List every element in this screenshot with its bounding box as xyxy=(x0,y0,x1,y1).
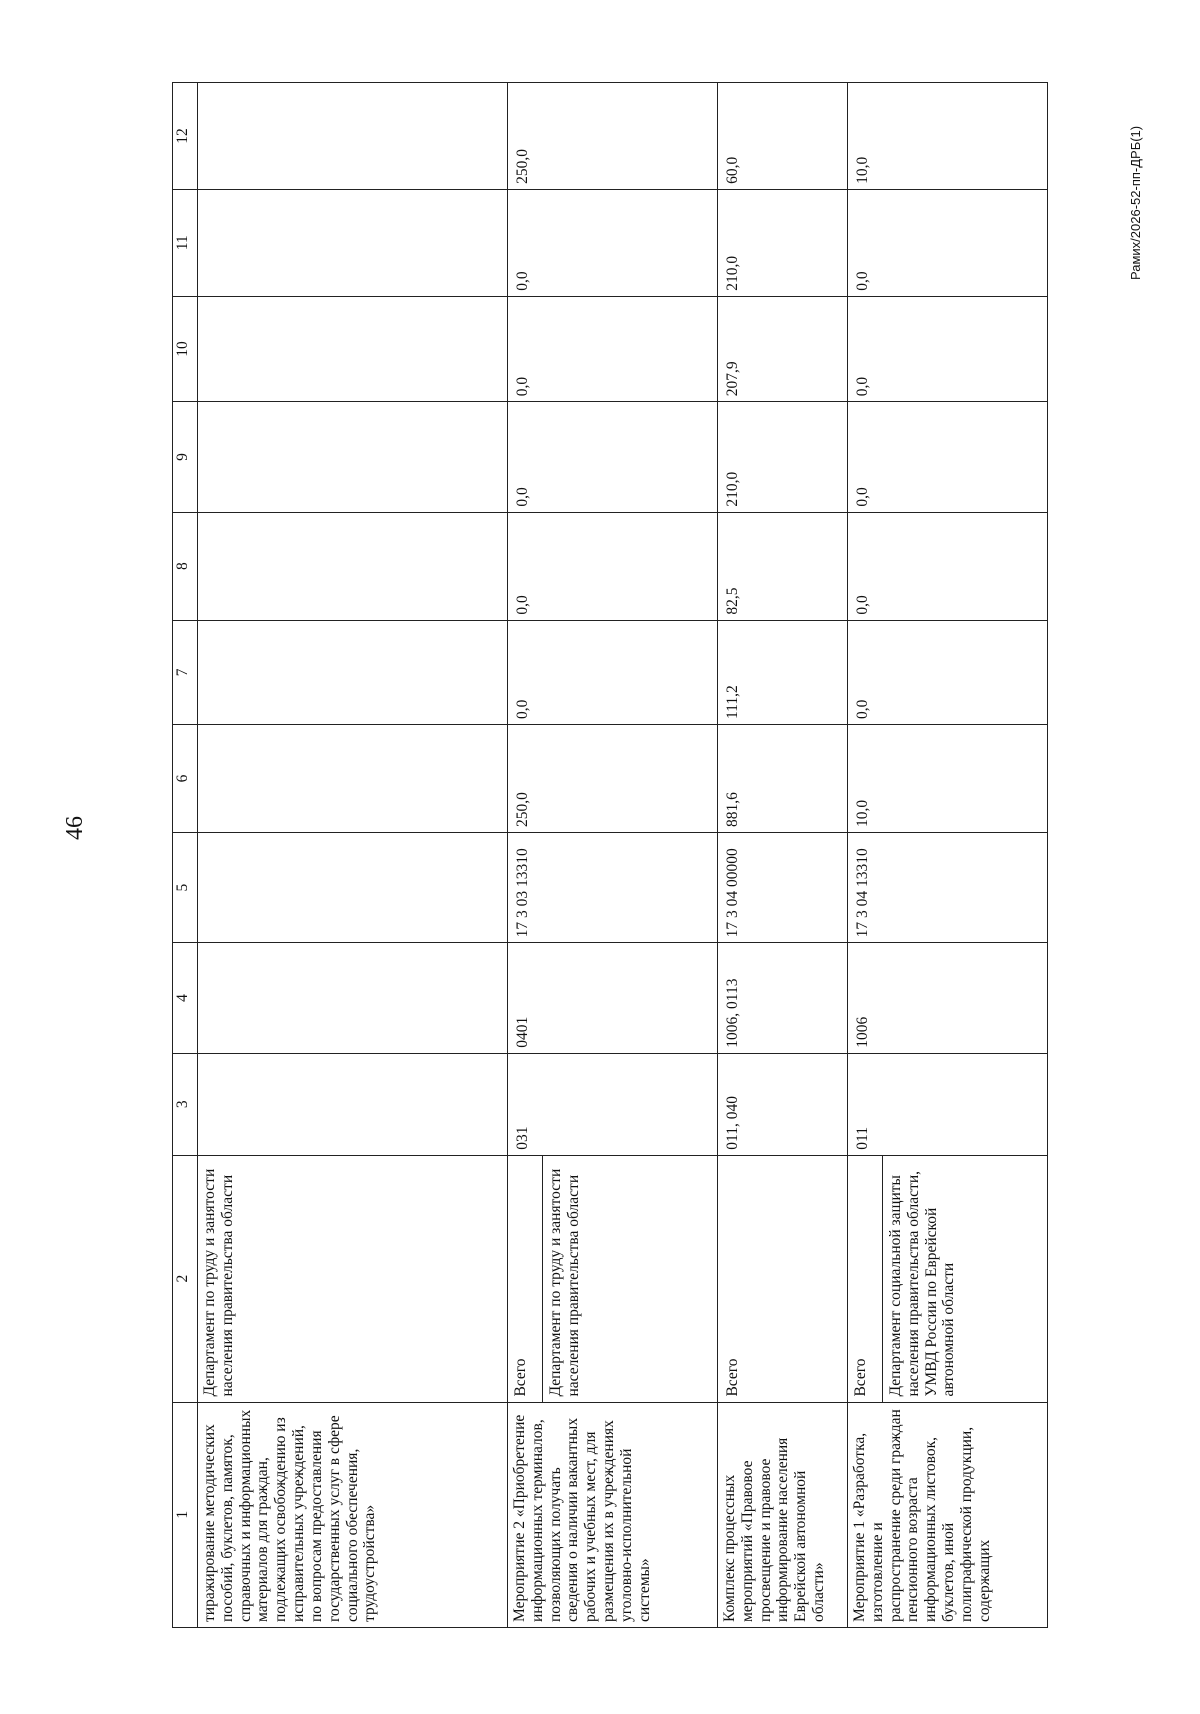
value-cell: 0,0 xyxy=(848,512,1048,620)
code-cell: 17 3 03 13310 xyxy=(508,833,718,943)
value-cell: 250,0 xyxy=(508,725,718,833)
value-cell xyxy=(198,296,508,402)
code-cell: 1006, 0113 xyxy=(718,943,848,1053)
value-cell: 210,0 xyxy=(718,402,848,512)
rotated-table-container xyxy=(172,82,1100,1628)
value-cell: 0,0 xyxy=(848,402,1048,512)
description-cell: Комплекс процессных мероприятий «Правовое просвещение и правовое информирование населения Еврейской автономной области» xyxy=(718,1402,848,1627)
value-cell: 210,0 xyxy=(718,189,848,296)
value-cell: 250,0 xyxy=(508,83,718,190)
table-row xyxy=(848,83,1048,1628)
table-row xyxy=(718,83,848,1628)
code-cell: 011 xyxy=(848,1053,1048,1155)
header-cell: 6 xyxy=(173,725,198,833)
header-cell: 12 xyxy=(173,83,198,190)
value-cell xyxy=(198,189,508,296)
value-cell xyxy=(198,725,508,833)
value-cell: 10,0 xyxy=(848,83,1048,190)
header-cell: 5 xyxy=(173,833,198,943)
value-cell: 0,0 xyxy=(848,189,1048,296)
executor-cell: Всего xyxy=(718,1155,848,1402)
value-cell xyxy=(198,402,508,512)
description-cell: тиражирование методических пособий, буклетов, памяток, справочных и информационных материалов для граждан, подлежащих освобождению из исправительных учреждений, по вопросам предоставления государственных услуг в сфере социального обеспечения, трудоустройства» xyxy=(198,1402,508,1627)
value-cell: 60,0 xyxy=(718,83,848,190)
header-cell: 7 xyxy=(173,620,198,724)
description-cell: Мероприятие 1 «Разработка, изготовление и распространение среди граждан пенсионного возраста информационных листовок, буклетов, иной полиграфической продукции, содержащих xyxy=(848,1402,1048,1627)
value-cell: 881,6 xyxy=(718,725,848,833)
total-label: Всего xyxy=(848,1156,883,1402)
table-row xyxy=(198,83,508,1628)
header-cell: 1 xyxy=(173,1402,198,1627)
value-cell: 207,9 xyxy=(718,296,848,402)
header-cell: 9 xyxy=(173,402,198,512)
value-cell xyxy=(198,512,508,620)
executor-name: Департамент по труду и занятости населения правительства области xyxy=(547,1168,582,1397)
value-cell: 0,0 xyxy=(508,512,718,620)
description-cell: Мероприятие 2 «Приобретение информационных терминалов, позволяющих получать сведения о наличии вакантных рабочих и учебных мест, для размещения их в учреждениях уголовно-исполнительной системы» xyxy=(508,1402,718,1627)
table-row xyxy=(508,83,718,1628)
header-cell: 10 xyxy=(173,296,198,402)
value-cell: 0,0 xyxy=(848,296,1048,402)
header-cell: 8 xyxy=(173,512,198,620)
executor-cell xyxy=(508,1155,718,1402)
value-cell: 0,0 xyxy=(848,620,1048,724)
code-cell: 17 3 04 00000 xyxy=(718,833,848,943)
value-cell: 10,0 xyxy=(848,725,1048,833)
header-cell: 3 xyxy=(173,1053,198,1155)
value-cell: 0,0 xyxy=(508,189,718,296)
executor-name: Департамент социальной защиты населения правительства области, УМВД России по Еврейской автономной области xyxy=(887,1171,958,1397)
header-cell: 11 xyxy=(173,189,198,296)
value-cell xyxy=(198,83,508,190)
total-label: Всего xyxy=(508,1156,543,1402)
code-cell: 17 3 04 13310 xyxy=(848,833,1048,943)
value-cell: 0,0 xyxy=(508,620,718,724)
code-cell: 0401 xyxy=(508,943,718,1053)
code-cell xyxy=(198,1053,508,1155)
code-cell: 1006 xyxy=(848,943,1048,1053)
code-cell: 011, 040 xyxy=(718,1053,848,1155)
code-cell: 031 xyxy=(508,1053,718,1155)
header-row xyxy=(173,83,198,1628)
code-cell xyxy=(198,943,508,1053)
executor-cell xyxy=(848,1155,1048,1402)
page-number: 46 xyxy=(62,816,88,840)
value-cell: 82,5 xyxy=(718,512,848,620)
header-cell: 2 xyxy=(173,1155,198,1402)
value-cell: 0,0 xyxy=(508,402,718,512)
budget-table xyxy=(172,82,1048,1628)
document-code: Рамих/2026-52-пп-ДРБ(1) xyxy=(1128,125,1143,280)
value-cell xyxy=(198,620,508,724)
header-cell: 4 xyxy=(173,943,198,1053)
executor-cell: Департамент по труду и занятости населения правительства области xyxy=(198,1155,508,1402)
value-cell: 0,0 xyxy=(508,296,718,402)
code-cell xyxy=(198,833,508,943)
value-cell: 111,2 xyxy=(718,620,848,724)
